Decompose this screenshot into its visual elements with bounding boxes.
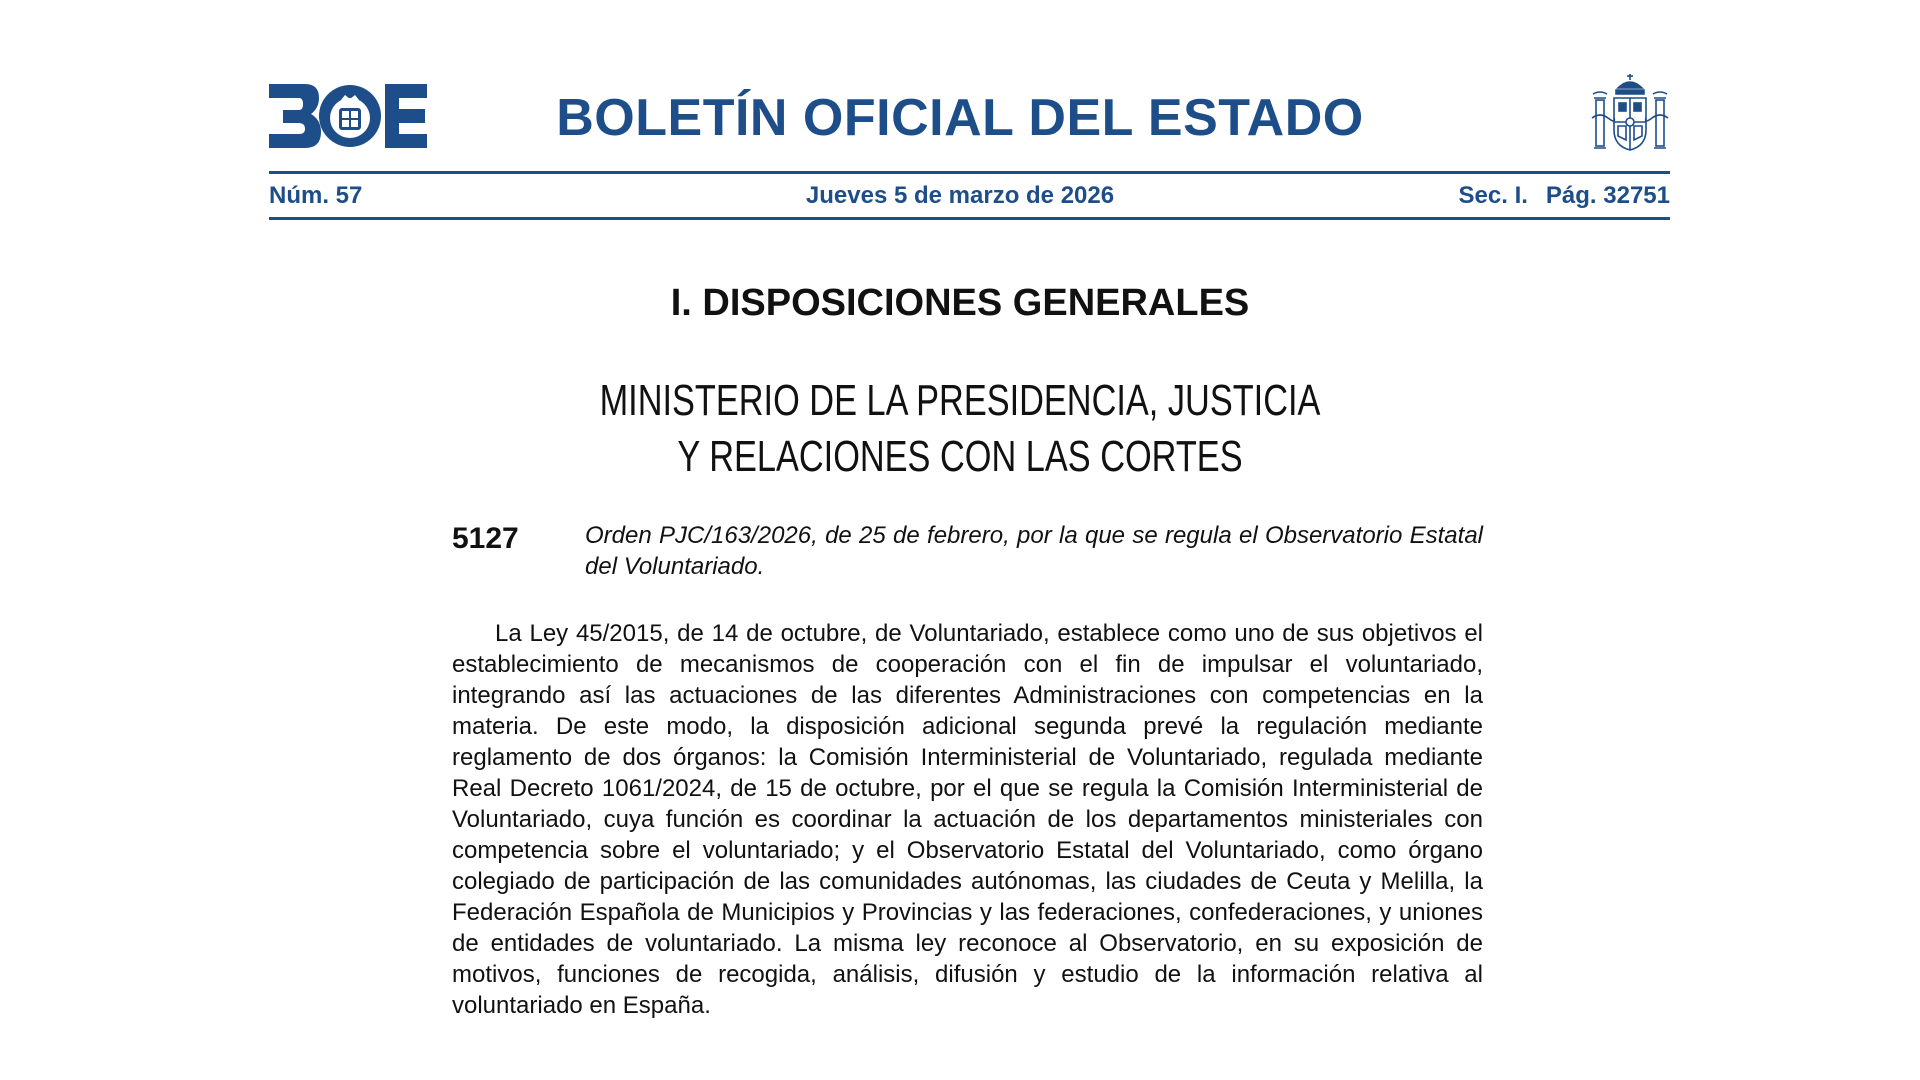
header-bottom-rule: [269, 217, 1670, 220]
ministry-heading: [211, 373, 1709, 485]
publication-date: Jueves 5 de marzo de 2026: [805, 182, 1115, 209]
section-label: Sec. I.: [1458, 182, 1528, 209]
publication-title: BOLETÍN OFICIAL DEL ESTADO: [556, 89, 1364, 147]
section-page-info: [1459, 182, 1670, 210]
header-top-rule: [269, 171, 1670, 174]
section-heading: I. DISPOSICIONES GENERALES: [670, 282, 1250, 324]
ministry-line-2: Y RELACIONES CON LAS CORTES: [677, 432, 1243, 481]
spain-coat-of-arms-icon: [1590, 72, 1670, 156]
body-paragraph: La Ley 45/2015, de 14 de octubre, de Voluntariado, establece como uno de sus objetivos el establecimiento de mecanismos de cooperación con el fin de impulsar el voluntariado, integrando así las actuaciones de las diferentes Administraciones con competencias en la materia. De este modo, la disposición adicional segunda prevé la regulación mediante reglamento de dos órganos: la Comisión Interministerial de Voluntariado, regulada mediante Real Decreto 1061/2024, de 15 de octubre, por el que se regula la Comisión Interministerial de Voluntariado, cuya función es coordinar la actuación de los departamentos ministeriales con competencia sobre el voluntariado; y el Observatorio Estatal del Voluntariado, como órgano colegiado de participación de las comunidades autónomas, las ciudades de Ceuta y Melilla, la Federación Española de Municipios y Provincias y las federaciones, confederaciones, y uniones de entidades de voluntariado. La misma ley reconoce al Observatorio, en su exposición de motivos, funciones de recogida, análisis, difusión y estudio de la información relativa al voluntariado en España.: [452, 620, 1483, 1019]
ministry-line-1: MINISTERIO DE LA PRESIDENCIA, JUSTICIA: [599, 376, 1321, 425]
disposition-number: 5127: [452, 522, 519, 555]
disposition-title: Orden PJC/163/2026, de 25 de febrero, por la que se regula el Observatorio Estatal del Voluntariado.: [585, 522, 1483, 580]
issue-number: Núm. 57: [269, 182, 363, 209]
page-number: Pág. 32751: [1545, 182, 1670, 209]
